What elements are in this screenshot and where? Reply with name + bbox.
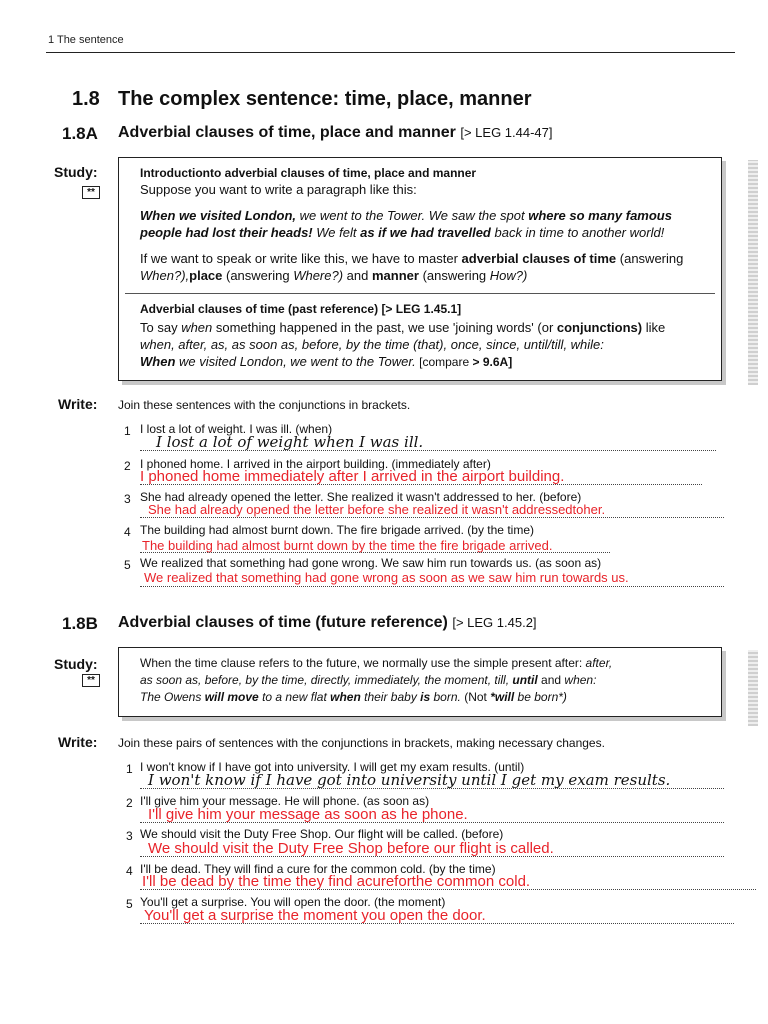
item-a4-number: 4 <box>124 525 131 539</box>
box-b-italic-1b: after, <box>585 656 613 670</box>
study-label-a: Study: <box>54 164 98 180</box>
example-bold-3: people had lost their heads! <box>140 225 313 240</box>
para-bold-b: adverbial clauses of time <box>461 251 617 266</box>
para-bold-e: place <box>189 268 223 283</box>
subsection-a-ref: [> LEG 1.44-47] <box>460 125 553 140</box>
answer-line-b5 <box>140 923 734 924</box>
box-a-example-line2 <box>140 225 664 240</box>
item-a1-number: 1 <box>124 424 131 438</box>
item-a1-answer[interactable]: I lost a lot of weight when I was ill. <box>156 433 424 451</box>
write-label-b: Write: <box>58 734 98 750</box>
study-box-b <box>118 647 722 717</box>
item-a3-answer[interactable]: She had already opened the letter before she realized it wasn't addressedtoher. <box>148 502 606 517</box>
answer-line-a3 <box>140 517 724 518</box>
item-b5-answer[interactable]: You'll get a surprise the moment you open the door. <box>144 907 486 924</box>
item-b5-question: You'll get a surprise. You will open the door. (the moment) <box>140 895 446 909</box>
sub-text-1c: something happened in the past, we use 'joining words' (or <box>212 320 557 335</box>
para-text-c: (answering <box>616 251 684 266</box>
box-b-3h: (Not <box>460 690 491 704</box>
scan-edge-a <box>748 160 758 385</box>
box-b-3i: *will <box>490 690 515 704</box>
answer-line-b1 <box>140 788 724 789</box>
write-label-a: Write: <box>58 396 98 412</box>
subsection-a-heading <box>118 124 553 142</box>
item-a4-question: The building had almost burnt down. The fire brigade arrived. (by the time) <box>140 523 534 537</box>
item-a3-question: She had already opened the letter. She realized it wasn't addressed to her. (before) <box>140 490 582 504</box>
sub-italic-3b: we visited London, we went to the Tower. <box>175 354 416 369</box>
example-text-1: we went to the Tower. We saw the spot <box>296 208 529 223</box>
para-italic-g: Where?) <box>293 268 344 283</box>
subsection-b-title: Adverbial clauses of time (future reference) <box>118 614 448 631</box>
item-b3-question: We should visit the Duty Free Shop. Our flight will be called. (before) <box>140 827 504 841</box>
item-b4-number: 4 <box>126 864 133 878</box>
subsection-b-heading <box>118 614 537 632</box>
box-a-paragraph-line1 <box>140 251 683 266</box>
answer-line-b3 <box>140 856 724 857</box>
item-b4-question: I'll be dead. They will find a cure for the common cold. (by the time) <box>140 862 496 876</box>
box-a-line1: Suppose you want to write a paragraph like this: <box>140 182 417 197</box>
difficulty-stars-b: ** <box>82 674 100 687</box>
para-text-j: (answering <box>418 268 490 283</box>
item-b5-number: 5 <box>126 897 133 911</box>
answer-line-b2 <box>140 822 724 823</box>
para-text-a: If we want to speak or write like this, we have to master <box>140 251 462 266</box>
item-b1-number: 1 <box>126 762 133 776</box>
box-a-paragraph-line2 <box>140 268 527 283</box>
item-a5-answer[interactable]: We realized that something had gone wrong as soon as we saw him run towards us. <box>144 570 629 585</box>
item-a3-number: 3 <box>124 492 131 506</box>
para-italic-k: How?) <box>489 268 528 283</box>
box-b-3b: will move <box>204 690 259 704</box>
box-b-3f: is <box>420 690 431 704</box>
para-text-h: and <box>343 268 372 283</box>
item-a2-answer[interactable]: I phoned home immediately after I arrived in the airport building. <box>140 468 565 485</box>
box-b-line2 <box>140 673 596 687</box>
item-b2-answer[interactable]: I'll give him your message as soon as he phone. <box>148 806 468 823</box>
item-b2-question: I'll give him your message. He will phone. (as soon as) <box>140 794 430 808</box>
example-bold-2: where so many famous <box>528 208 672 223</box>
answer-line-a1 <box>140 450 716 451</box>
page-header: 1 The sentence <box>48 34 124 46</box>
sub-text-1e: like <box>642 320 666 335</box>
box-a-sub-line1 <box>140 320 665 335</box>
answer-line-a2 <box>140 484 702 485</box>
study-label-b: Study: <box>54 656 98 672</box>
answer-line-a4 <box>140 552 610 553</box>
box-b-text-1a: When the time clause refers to the future, we normally use the simple present after: <box>140 656 586 670</box>
study-box-a <box>118 157 722 381</box>
item-a2-question: I phoned home. I arrived in the airport building. (immediately after) <box>140 457 491 471</box>
sub-italic-1b: when <box>181 320 213 335</box>
example-bold-4: as if we had travelled <box>360 225 491 240</box>
item-b1-question: I won't know if I have got into university. I will get my exam results. (until) <box>140 760 525 774</box>
answer-line-b4 <box>140 889 756 890</box>
item-a2-number: 2 <box>124 459 131 473</box>
section-title: The complex sentence: time, place, manner <box>118 88 532 110</box>
para-text-f: (answering <box>222 268 294 283</box>
box-a-sub-line3 <box>140 354 512 369</box>
sub-text-1a: To say <box>140 320 182 335</box>
example-text-3: back in time to another world! <box>490 225 665 240</box>
box-a-subheading <box>140 302 461 316</box>
box-b-text-2a: as soon as, before, by the time, directly, immediately, the moment, till, <box>140 673 513 687</box>
instruction-b: Join these pairs of sentences with the conjunctions in brackets, making necessary changes. <box>118 736 605 750</box>
box-a-heading: Introductionto adverbial clauses of time, place and manner <box>140 166 477 180</box>
item-b3-answer[interactable]: We should visit the Duty Free Shop before our flight is called. <box>148 840 554 857</box>
box-b-until: until <box>512 673 538 687</box>
subsection-b-ref: [> LEG 1.45.2] <box>452 615 537 630</box>
sub-compare-ref: > 9.6A] <box>472 355 513 369</box>
item-a5-number: 5 <box>124 558 131 572</box>
para-italic-d: When?), <box>140 268 190 283</box>
sub-bold-3a: When <box>140 354 176 369</box>
sub-heading-ref: [> LEG 1.45.1] <box>381 302 462 316</box>
answer-line-a5 <box>140 586 724 587</box>
box-b-line3 <box>140 690 567 704</box>
example-bold-1: When we visited London, <box>140 208 296 223</box>
box-b-and: and <box>537 673 565 687</box>
box-b-3j: be born*) <box>514 690 567 704</box>
box-a-divider <box>125 293 715 294</box>
subsection-b-number: 1.8B <box>62 614 98 633</box>
header-rule <box>46 52 735 53</box>
subsection-a-number: 1.8A <box>62 124 98 143</box>
box-b-line1 <box>140 656 612 670</box>
section-number: 1.8 <box>72 88 100 110</box>
box-b-3a: The Owens <box>140 690 205 704</box>
box-b-3d: when <box>330 690 361 704</box>
item-b4-answer[interactable]: I'll be dead by the time they find acureforthe common cold. <box>142 873 531 890</box>
box-b-3g: born. <box>430 690 461 704</box>
box-b-3c: to a new flat <box>258 690 331 704</box>
scan-edge-b <box>748 650 758 726</box>
instruction-a: Join these sentences with the conjunctions in brackets. <box>118 398 411 412</box>
sub-compare: [compare <box>415 355 473 369</box>
difficulty-stars-a: ** <box>82 186 100 199</box>
box-a-sub-line2: when, after, as, as soon as, before, by the time (that), once, since, until/till, while: <box>140 337 604 352</box>
box-a-example-line1 <box>140 208 672 223</box>
para-bold-i: manner <box>371 268 419 283</box>
subsection-a-title: Adverbial clauses of time, place and manner <box>118 124 456 141</box>
example-text-2: We felt <box>312 225 361 240</box>
box-b-when: when: <box>564 673 597 687</box>
item-a4-answer[interactable]: The building had almost burnt down by the time the fire brigade arrived. <box>142 538 553 553</box>
item-b3-number: 3 <box>126 829 133 843</box>
sub-heading-text: Adverbial clauses of time (past reference) <box>140 302 379 316</box>
item-b1-answer[interactable]: I won't know if I have got into university until I get my exam results. <box>148 771 671 789</box>
item-a1-question: I lost a lot of weight. I was ill. (when) <box>140 422 333 436</box>
box-b-3e: their baby <box>360 690 421 704</box>
sub-bold-1d: conjunctions) <box>556 320 643 335</box>
item-a5-question: We realized that something had gone wrong. We saw him run towards us. (as soon as) <box>140 556 602 570</box>
item-b2-number: 2 <box>126 796 133 810</box>
